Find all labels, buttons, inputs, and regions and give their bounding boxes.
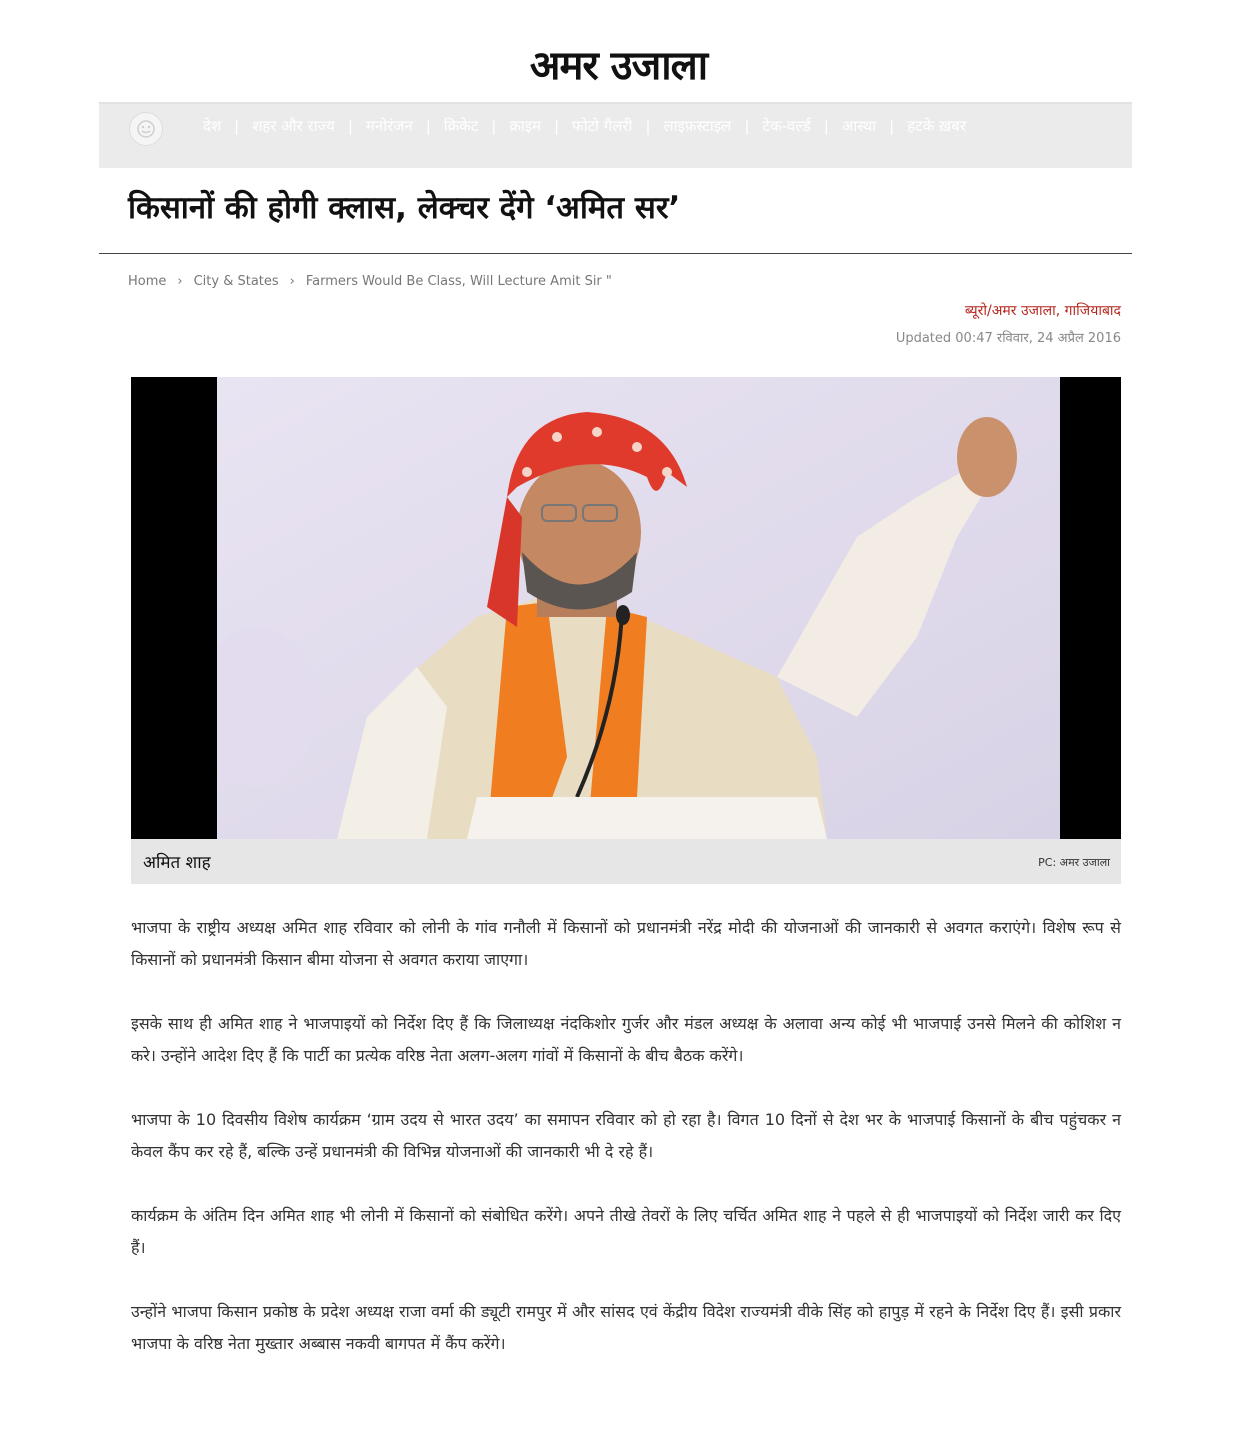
nav-separator: | xyxy=(234,117,240,135)
article-paragraph: कार्यक्रम के अंतिम दिन अमित शाह भी लोनी में किसानों को संबोधित करेंगे। अपने तीखे तेवरों के लिए चर्चित अमित शाह ने पहले से ही भाजपाइयों को निर्देश जारी कर दिए हैं। xyxy=(131,1206,1121,1257)
nav-item[interactable]: क्राइम xyxy=(509,117,542,135)
article-headline: किसानों की होगी क्लास, लेक्चर देंगे ‘अमित सर’ xyxy=(128,190,681,226)
article-paragraph: इसके साथ ही अमित शाह ने भाजपाइयों को निर्देश दिए हैं कि जिलाध्यक्ष नंदकिशोर गुर्जर और मंडल अध्यक्ष के अलावा अन्य कोई भी भाजपाई उनसे मिलने की कोशिश न करे। उन्होंने आदेश दिए हैं कि पार्टी का प्रत्येक वरिष्ठ नेता अलग-अलग गांवों में किसानों के बीच बैठक करेंगे। xyxy=(131,1014,1121,1065)
nav-item[interactable]: हटके ख़बर xyxy=(907,117,967,135)
nav-item[interactable]: मनोरंजन xyxy=(365,117,413,135)
main-nav xyxy=(99,102,1132,168)
nav-item[interactable]: देश xyxy=(203,117,222,135)
breadcrumb-separator: › xyxy=(177,274,183,289)
home-icon[interactable] xyxy=(129,112,163,146)
nav-separator: | xyxy=(823,117,829,135)
article-photo xyxy=(131,377,1121,839)
nav-separator: | xyxy=(645,117,651,135)
article-paragraph: उन्होंने भाजपा किसान प्रकोष्ठ के प्रदेश अध्यक्ष राजा वर्मा की ड्यूटी रामपुर में और सांसद एवं केंद्रीय विदेश राज्यमंत्री वीके सिंह को हापुड़ में रहने के निर्देश दिए हैं। इसी प्रकार भाजपा के वरिष्ठ नेता मुख्तार अब्बास नकवी बागपत में कैंप करेंगे। xyxy=(131,1302,1121,1353)
photo-caption: अमित शाह xyxy=(143,853,211,873)
nav-item[interactable]: शहर और राज्य xyxy=(252,117,335,135)
breadcrumb-separator: › xyxy=(289,274,295,289)
site-logo[interactable]: अमर उजाला xyxy=(529,42,708,89)
article-paragraph: भाजपा के 10 दिवसीय विशेष कार्यक्रम ‘ग्राम उदय से भारत उदय’ का समापन रविवार को हो रहा है। विगत 10 दिनों से देश भर के भाजपाई किसानों के बीच पहुंचकर न केवल कैंप कर रहे हैं, बल्कि उन्हें प्रधानमंत्री की विभिन्न योजनाओं की जानकारी भी दे रहे हैं। xyxy=(131,1110,1121,1161)
updated-timestamp: Updated 00:47 रविवार, 24 अप्रैल 2016 xyxy=(895,331,1121,346)
nav-separator: | xyxy=(554,117,560,135)
breadcrumb-link: Farmers Would Be Class, Will Lecture Amit Sir " xyxy=(305,274,612,289)
breadcrumb xyxy=(128,274,612,289)
nav-separator: | xyxy=(347,117,353,135)
breadcrumb-link[interactable]: Home xyxy=(128,274,167,289)
nav-separator: | xyxy=(425,117,431,135)
nav-separator: | xyxy=(744,117,750,135)
photo-credit: PC: अमर उजाला xyxy=(1038,856,1110,869)
nav-item[interactable]: फोटो गैलरी xyxy=(572,117,633,135)
article-byline[interactable]: ब्यूरो/अमर उजाला, गाजियाबाद xyxy=(964,303,1121,319)
nav-item[interactable]: आस्था xyxy=(841,117,877,135)
nav-menu xyxy=(203,116,966,136)
nav-item[interactable]: लाइफ़स्टाइल xyxy=(663,117,732,135)
article-body xyxy=(131,912,1121,1392)
nav-item[interactable]: क्रिकेट xyxy=(443,117,479,135)
photo-caption-bar xyxy=(131,839,1121,884)
nav-item[interactable]: टेक-वर्ल्ड xyxy=(762,117,811,135)
nav-separator: | xyxy=(491,117,497,135)
article-paragraph: भाजपा के राष्ट्रीय अध्यक्ष अमित शाह रविवार को लोनी के गांव गनौली में किसानों को प्रधानमंत्री नरेंद्र मोदी की योजनाओं की जानकारी से अवगत कराएंगे। विशेष रूप से किसानों को प्रधानमंत्री किसान बीमा योजना से अवगत कराया जाएगा। xyxy=(131,918,1121,969)
speaker-photo xyxy=(217,377,1060,839)
smiley-icon xyxy=(136,119,156,139)
nav-separator: | xyxy=(889,117,895,135)
headline-divider xyxy=(99,253,1132,254)
breadcrumb-link[interactable]: City & States xyxy=(193,274,279,289)
